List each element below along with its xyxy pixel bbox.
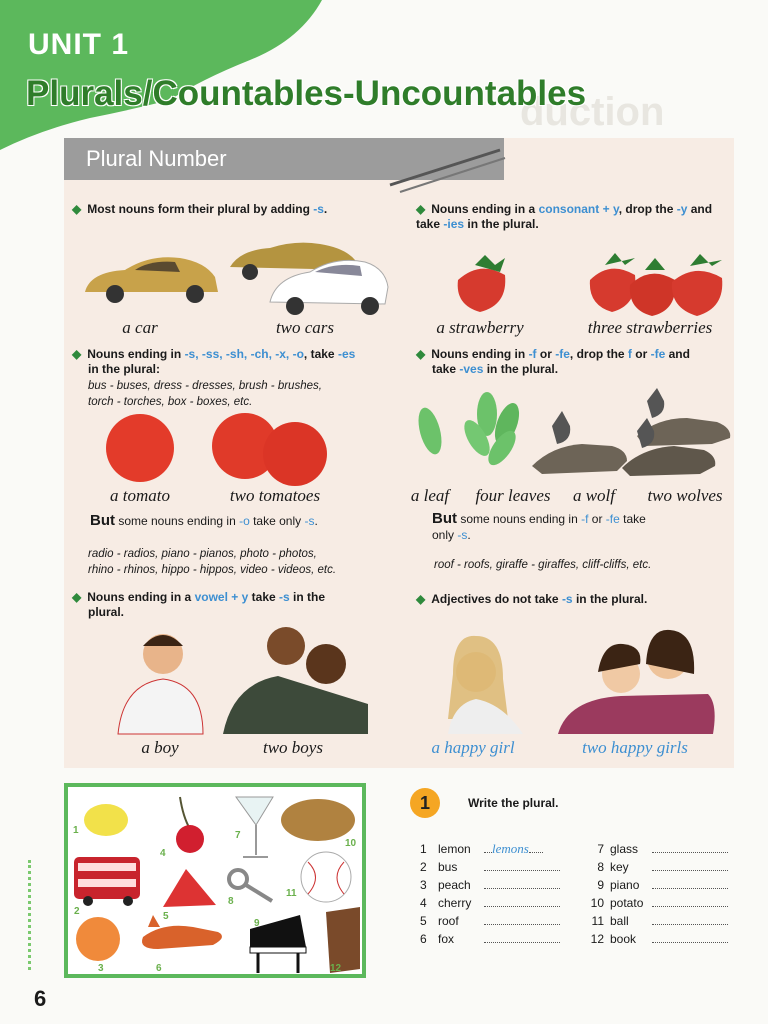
word-row: 4 cherry xyxy=(420,894,570,912)
caption-four-leaves: four leaves xyxy=(475,486,551,505)
page-number: 6 xyxy=(34,986,47,1011)
tomatoes-illustration xyxy=(100,410,340,490)
answer-blank[interactable] xyxy=(484,913,560,925)
peach-icon xyxy=(76,917,120,961)
caption-two-tomatoes: two tomatoes xyxy=(229,486,321,505)
margin-dotted-line xyxy=(28,860,31,970)
answer-blank[interactable] xyxy=(652,841,728,853)
tomato-icon xyxy=(106,414,174,482)
key-icon xyxy=(229,870,272,901)
answer-blank[interactable] xyxy=(484,895,560,907)
picture-number-6: 6 xyxy=(156,963,162,974)
answer-lemons[interactable]: lemons xyxy=(492,841,529,856)
caption-two-boys: two boys xyxy=(263,738,323,757)
caption-a-leaf: a leaf xyxy=(410,486,450,505)
caption-three-strawberries: three strawberries xyxy=(587,318,713,337)
potato-icon xyxy=(281,799,355,841)
wolf-icon xyxy=(532,411,627,474)
roof-icon xyxy=(163,869,216,907)
strawberries-illustration xyxy=(450,250,730,320)
caption-a-wolf: a wolf xyxy=(572,486,616,505)
leaves-wolves-illustration xyxy=(412,386,737,486)
word-row: 8 key xyxy=(580,858,740,876)
caption-a-boy: a boy xyxy=(141,738,179,757)
answer-blank[interactable] xyxy=(484,877,560,889)
car-icon xyxy=(85,257,218,303)
caption-a-car: a car xyxy=(122,318,158,337)
answer-blank[interactable] xyxy=(652,877,728,889)
word-row: 10 potato xyxy=(580,894,740,912)
strawberry-icon xyxy=(458,255,506,312)
happy-girl-icon xyxy=(448,636,523,734)
picture-number-3: 3 xyxy=(98,963,104,974)
caption-two-happy-girls: two happy girls xyxy=(582,738,688,757)
word-row: 9 piano xyxy=(580,876,740,894)
word-row: 6 fox xyxy=(420,930,570,948)
es-examples: bus - buses, dress - dresses, brush - brushes, torch - torches, box - boxes, etc. xyxy=(88,380,322,408)
but-f-rule: But some nouns ending in -f or -fe take only -s. xyxy=(432,510,646,542)
picture-number-12: 12 xyxy=(330,963,342,974)
section-title: Plural Number xyxy=(86,146,227,171)
unit-label: UNIT 1 xyxy=(28,28,130,61)
picture-number-4: 4 xyxy=(160,848,166,859)
caption-a-tomato: a tomato xyxy=(110,486,170,505)
word-row: 12 book xyxy=(580,930,740,948)
caption-a-strawberry: a strawberry xyxy=(436,318,524,337)
glass-icon xyxy=(236,797,273,857)
word-row: 5 roof xyxy=(420,912,570,930)
cherry-icon xyxy=(176,797,204,853)
diamond-bullet-icon: ◆ xyxy=(416,202,426,216)
diamond-bullet-icon: ◆ xyxy=(416,347,426,361)
word-list-left xyxy=(420,840,570,948)
background-ghost-text: duction xyxy=(520,90,665,134)
word-row: 11 ball xyxy=(580,912,740,930)
picture-number-11: 11 xyxy=(286,888,297,899)
diamond-bullet-icon: ◆ xyxy=(416,592,426,606)
rule-vowel-y: ◆ Nouns ending in a vowel + y take -s in the plural. xyxy=(72,590,326,619)
leaf-icon xyxy=(414,405,446,457)
lemon-icon xyxy=(84,804,128,836)
caption-a-happy-girl: a happy girl xyxy=(431,738,515,757)
answer-blank[interactable] xyxy=(484,931,560,943)
word-row: 7 glass xyxy=(580,840,740,858)
rule-f-fe: ◆ Nouns ending in -f or -fe, drop the f or -fe and take -ves in the plural. xyxy=(416,347,690,376)
boy-icon xyxy=(118,634,203,734)
diamond-bullet-icon: ◆ xyxy=(72,590,82,604)
answer-blank[interactable] xyxy=(652,913,728,925)
rule-es-endings: ◆ Nouns ending in -s, -ss, -sh, -ch, -x, -o, take -es in the plural: xyxy=(72,347,356,376)
answer-blank[interactable] xyxy=(484,859,560,871)
picture-number-10: 10 xyxy=(345,838,357,849)
rule-consonant-y: ◆ Nouns ending in a consonant + y, drop the -y and take -ies in the plural. xyxy=(416,202,713,231)
boys-icon xyxy=(223,627,368,734)
wolves-icon xyxy=(622,388,730,476)
answer-blank[interactable] xyxy=(652,895,728,907)
strawberry-icon xyxy=(630,258,675,316)
ball-icon xyxy=(301,852,351,902)
strawberry-icon xyxy=(590,253,635,312)
caption-two-cars: two cars xyxy=(275,318,335,337)
picture-number-7: 7 xyxy=(235,830,241,841)
f-examples: roof - roofs, giraffe - giraffes, cliff-cliffs, etc. xyxy=(434,559,652,571)
caption-two-wolves: two wolves xyxy=(647,486,723,505)
diamond-bullet-icon: ◆ xyxy=(72,347,82,361)
exercise-number-badge: 1 xyxy=(410,788,440,818)
word-row: 2 bus xyxy=(420,858,570,876)
happy-girls-icon xyxy=(558,630,715,734)
exercise-instruction: Write the plural. xyxy=(468,796,559,810)
picture-number-1: 1 xyxy=(73,825,79,836)
cars-illustration xyxy=(80,232,390,322)
o-examples: radio - radios, piano - pianos, photo - photos, rhino - rhinos, hippo - hippos, video - videos, etc. xyxy=(88,548,337,576)
picture-number-8: 8 xyxy=(228,896,234,907)
car-icon xyxy=(270,260,388,315)
tomato-icon xyxy=(263,422,327,486)
rule-most-nouns: ◆ Most nouns form their plural by adding -s. xyxy=(72,202,328,216)
picture-number-9: 9 xyxy=(254,918,260,929)
pencil-stroke-decoration xyxy=(380,140,510,200)
word-row: 1 lemon lemons xyxy=(420,840,570,858)
fox-icon xyxy=(142,915,222,949)
answer-blank[interactable] xyxy=(652,931,728,943)
picture-number-2: 2 xyxy=(74,906,80,917)
answer-blank[interactable] xyxy=(652,859,728,871)
rule-adjectives: ◆ Adjectives do not take -s in the plural. xyxy=(416,592,648,606)
but-o-rule: But some nouns ending in -o take only -s. xyxy=(90,512,318,529)
leaves-icon xyxy=(459,392,524,470)
strawberry-icon xyxy=(672,254,722,316)
unit-title: Plurals/Countables-Uncountables xyxy=(26,74,587,113)
exercise-pictures xyxy=(68,787,362,974)
diamond-bullet-icon: ◆ xyxy=(72,202,82,216)
word-row: 3 peach xyxy=(420,876,570,894)
bus-icon xyxy=(74,857,140,906)
word-list-right xyxy=(580,840,740,948)
picture-number-5: 5 xyxy=(163,911,169,922)
children-illustration xyxy=(108,624,723,736)
